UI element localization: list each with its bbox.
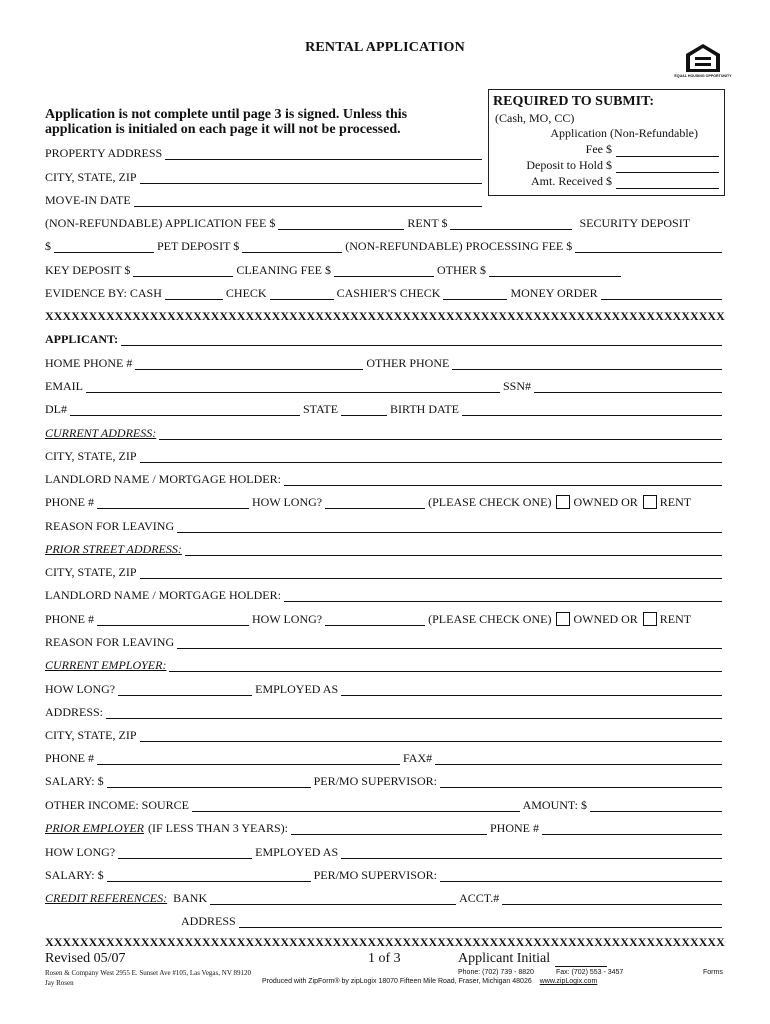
pet-deposit-field[interactable]: [242, 241, 342, 253]
other-income-label: OTHER INCOME: SOURCE: [45, 798, 190, 812]
required-sub: (Cash, MO, CC): [495, 111, 575, 125]
email-row: [45, 378, 725, 394]
credit-address-label: ADDRESS: [181, 914, 236, 928]
footer-fax: Fax: (702) 553 - 3457: [556, 969, 624, 976]
credit-row: [45, 890, 725, 906]
prior-supervisor-field[interactable]: [440, 870, 722, 882]
credit-address-field[interactable]: [239, 916, 722, 928]
bank-field[interactable]: [210, 893, 456, 905]
evidence-money-order-field[interactable]: [601, 288, 722, 300]
other-fee-label: OTHER $: [437, 263, 487, 277]
prior-how-long-field[interactable]: [325, 614, 425, 626]
email-field[interactable]: [86, 381, 500, 393]
employer-phone-label: PHONE #: [45, 751, 95, 765]
agent-name: Jay Rosen: [45, 979, 74, 987]
employed-as-field[interactable]: [341, 684, 722, 696]
prior-landlord-field[interactable]: [284, 590, 722, 602]
company-address: Rosen & Company West 2955 E. Sunset Ave #105, Las Vegas, NV 89120: [45, 969, 251, 977]
prior-employer-field[interactable]: [291, 823, 487, 835]
employer-city-label: CITY, STATE, ZIP: [45, 728, 137, 742]
current-employer-field[interactable]: [169, 660, 722, 672]
employer-address-field[interactable]: [106, 707, 722, 719]
move-in-row: [45, 192, 485, 208]
birth-date-label: BIRTH DATE: [390, 402, 459, 416]
equal-housing-logo: [674, 42, 732, 82]
acct-label: ACCT.#: [459, 891, 500, 905]
employed-as-label: EMPLOYED AS: [255, 682, 339, 696]
current-rent-label: RENT: [659, 495, 692, 509]
key-deposit-label: KEY DEPOSIT $: [45, 263, 131, 277]
applicant-initial-field[interactable]: [555, 955, 607, 967]
prior-address-label: PRIOR STREET ADDRESS:: [45, 542, 182, 556]
security-deposit-field[interactable]: [54, 241, 154, 253]
prior-reason-field[interactable]: [177, 637, 722, 649]
prior-employer-phone-field[interactable]: [542, 823, 722, 835]
required-app-label: Application (Non-Refundable): [550, 126, 698, 140]
salary-row: [45, 773, 725, 789]
applicant-name-field[interactable]: [121, 334, 722, 346]
salary-field[interactable]: [107, 776, 311, 788]
evidence-money-order-label: MONEY ORDER: [510, 286, 598, 300]
current-owned-checkbox[interactable]: [556, 495, 570, 509]
logo-text: EQUAL HOUSING OPPORTUNITY: [674, 74, 732, 78]
current-how-long-field[interactable]: [325, 497, 425, 509]
form-title: RENTAL APPLICATION: [305, 40, 465, 55]
home-phone-label: HOME PHONE #: [45, 356, 133, 370]
email-label: EMAIL: [45, 379, 83, 393]
current-city-row: [45, 448, 725, 464]
credit-references-label: CREDIT REFERENCES:: [45, 891, 168, 905]
home-phone-field[interactable]: [135, 358, 363, 370]
salary-label: SALARY: $: [45, 774, 104, 788]
current-reason-label: REASON FOR LEAVING: [45, 519, 175, 533]
current-reason-row: [45, 518, 725, 534]
current-phone-row: [45, 494, 725, 510]
employer-fax-field[interactable]: [435, 753, 722, 765]
applicant-row: [45, 331, 725, 347]
current-address-row: [45, 425, 725, 441]
prior-phone-row: [45, 611, 725, 627]
current-city-label: CITY, STATE, ZIP: [45, 449, 137, 463]
page-number: 1 of 3: [368, 951, 401, 966]
required-app-line: [550, 126, 698, 141]
prior-address-row: [45, 541, 725, 557]
prior-reason-label: REASON FOR LEAVING: [45, 635, 175, 649]
notice-line-2: application is initialed on each page it will not be processed.: [45, 122, 401, 137]
prior-supervisor-label: PER/MO SUPERVISOR:: [313, 868, 437, 882]
prior-city-field[interactable]: [140, 567, 723, 579]
prior-address-field[interactable]: [185, 544, 722, 556]
prior-city-label: CITY, STATE, ZIP: [45, 565, 137, 579]
current-employer-label: CURRENT EMPLOYER:: [45, 658, 167, 672]
pet-deposit-label: PET DEPOSIT $: [157, 239, 240, 253]
current-employer-row: [45, 657, 725, 673]
evidence-cashier-label: CASHIER'S CHECK: [336, 286, 441, 300]
current-rent-checkbox[interactable]: [643, 495, 657, 509]
processing-fee-label: (NON-REFUNDABLE) PROCESSING FEE $: [345, 239, 573, 253]
employer-address-row: [45, 704, 725, 720]
cleaning-fee-field[interactable]: [334, 265, 434, 277]
applicant-label: APPLICANT:: [45, 332, 119, 346]
prior-check-one-label: (PLEASE CHECK ONE): [428, 612, 552, 626]
employer-how-long-row: [45, 681, 725, 697]
current-check-one-label: (PLEASE CHECK ONE): [428, 495, 552, 509]
applicant-initial-row: [458, 951, 607, 967]
other-income-field[interactable]: [192, 800, 520, 812]
processing-fee-field[interactable]: [575, 241, 722, 253]
fees-row-3: [45, 262, 725, 278]
state-label: STATE: [303, 402, 339, 416]
current-owned-label: OWNED OR: [573, 495, 638, 509]
property-city-label: CITY, STATE, ZIP: [45, 170, 137, 184]
property-address-row: [45, 145, 485, 161]
current-address-field[interactable]: [159, 428, 722, 440]
required-received-field[interactable]: [616, 177, 719, 189]
prior-phone-field[interactable]: [97, 614, 249, 626]
other-phone-field[interactable]: [452, 358, 722, 370]
credit-address-row: [181, 913, 725, 929]
current-phone-label: PHONE #: [45, 495, 95, 509]
ssn-field[interactable]: [534, 381, 722, 393]
app-fee-label: (NON-REFUNDABLE) APPLICATION FEE $: [45, 216, 276, 230]
phone-row: [45, 355, 725, 371]
evidence-cashier-field[interactable]: [443, 288, 507, 300]
app-fee-field[interactable]: [278, 218, 404, 230]
prior-how-long-row: [45, 844, 725, 860]
security-deposit-label: SECURITY DEPOSIT: [579, 216, 691, 230]
footer-forms: Forms: [703, 969, 723, 976]
applicant-initial-label: Applicant Initial: [458, 951, 551, 966]
current-how-long-label: HOW LONG?: [252, 495, 323, 509]
separator-2: XXXXXXXXXXXXXXXXXXXXXXXXXXXXXXXXXXXXXXXXXXXXXXXXXXXXXXXXXXXXXXXXXXXXXXXXXXXXXX: [45, 935, 725, 949]
notice-line-1: Application is not complete until page 3 is signed. Unless this: [45, 107, 408, 122]
property-city-field[interactable]: [140, 172, 483, 184]
prior-employer-phone-label: PHONE #: [490, 821, 540, 835]
prior-rent-label: RENT: [659, 612, 692, 626]
current-phone-field[interactable]: [97, 497, 249, 509]
evidence-check-field[interactable]: [270, 288, 334, 300]
rent-label: RENT $: [407, 216, 448, 230]
required-received-label: Amt. Received $: [531, 174, 612, 188]
employer-address-label: ADDRESS:: [45, 705, 104, 719]
prior-salary-label: SALARY: $: [45, 868, 104, 882]
prior-employer-how-long-field[interactable]: [118, 847, 252, 859]
employer-fax-label: FAX#: [403, 751, 433, 765]
acct-field[interactable]: [502, 893, 722, 905]
separator-1: XXXXXXXXXXXXXXXXXXXXXXXXXXXXXXXXXXXXXXXXXXXXXXXXXXXXXXXXXXXXXXXXXXXXXXXXXXXXXX: [45, 309, 725, 323]
employer-how-long-label: HOW LONG?: [45, 682, 116, 696]
prior-salary-field[interactable]: [107, 870, 311, 882]
birth-date-field[interactable]: [462, 404, 722, 416]
employer-phone-row: [45, 750, 725, 766]
current-landlord-field[interactable]: [284, 474, 722, 486]
footer-phone: Phone: (702) 739 - 8820: [458, 969, 534, 976]
required-fee-row: [586, 142, 719, 157]
evidence-check-label: CHECK: [225, 286, 267, 300]
produced-with-text: Produced with ZipForm® by zipLogix 18070 Fifteen Mile Road, Fraser, Michigan 48026: [262, 978, 532, 985]
produced-with: [262, 978, 597, 985]
equal-housing-icon: [674, 42, 732, 82]
evidence-cash-label: EVIDENCE BY: CASH: [45, 286, 162, 300]
move-in-field[interactable]: [134, 195, 482, 207]
current-address-label: CURRENT ADDRESS:: [45, 426, 157, 440]
employer-city-field[interactable]: [140, 730, 723, 742]
cleaning-fee-label: CLEANING FEE $: [236, 263, 332, 277]
employer-phone-field[interactable]: [97, 753, 400, 765]
property-address-field[interactable]: [165, 148, 482, 160]
required-deposit-label: Deposit to Hold $: [526, 158, 612, 172]
dl-label: DL#: [45, 402, 67, 416]
prior-employer-how-long-label: HOW LONG?: [45, 845, 116, 859]
supervisor-label: PER/MO SUPERVISOR:: [313, 774, 437, 788]
ziplogix-link[interactable]: www.zipLogix.com: [539, 978, 598, 985]
prior-employed-as-label: EMPLOYED AS: [255, 845, 339, 859]
dl-field[interactable]: [70, 404, 300, 416]
property-city-row: [45, 169, 485, 185]
ssn-label: SSN#: [502, 379, 531, 393]
current-landlord-row: [45, 471, 725, 487]
state-field[interactable]: [341, 404, 387, 416]
employer-city-row: [45, 727, 725, 743]
amount-field[interactable]: [590, 800, 722, 812]
supervisor-field[interactable]: [440, 776, 722, 788]
required-to-submit-box: [488, 89, 725, 196]
prior-employer-row: [45, 820, 725, 836]
current-landlord-label: LANDLORD NAME / MORTGAGE HOLDER:: [45, 472, 281, 486]
required-deposit-field[interactable]: [616, 161, 719, 173]
fees-row-1: [45, 215, 725, 231]
evidence-cash-field[interactable]: [165, 288, 223, 300]
current-reason-field[interactable]: [177, 521, 722, 533]
rent-field[interactable]: [450, 218, 572, 230]
move-in-label: MOVE-IN DATE: [45, 193, 131, 207]
required-title: REQUIRED TO SUBMIT:: [493, 94, 655, 109]
fees-row-2: [45, 238, 725, 254]
property-address-label: PROPERTY ADDRESS: [45, 146, 163, 160]
prior-owned-checkbox[interactable]: [556, 612, 570, 626]
prior-owned-label: OWNED OR: [573, 612, 638, 626]
notice: [45, 107, 485, 137]
required-received-row: [531, 174, 719, 189]
prior-phone-label: PHONE #: [45, 612, 95, 626]
prior-landlord-row: [45, 587, 725, 603]
required-deposit-row: [526, 158, 719, 173]
other-fee-field[interactable]: [489, 265, 621, 277]
other-income-row: [45, 797, 725, 813]
bank-label: BANK: [173, 891, 208, 905]
key-deposit-field[interactable]: [133, 265, 233, 277]
required-fee-field[interactable]: [616, 145, 719, 157]
prior-salary-row: [45, 867, 725, 883]
amount-label: AMOUNT: $: [522, 798, 587, 812]
prior-employer-note: (IF LESS THAN 3 YEARS):: [147, 821, 288, 835]
required-fee-label: Fee $: [585, 142, 612, 156]
evidence-row: [45, 285, 725, 301]
other-phone-label: OTHER PHONE: [366, 356, 450, 370]
revised-date: Revised 05/07: [45, 951, 126, 966]
security-dollar-label: $: [45, 239, 51, 253]
prior-reason-row: [45, 634, 725, 650]
prior-city-row: [45, 564, 725, 580]
prior-employer-label: PRIOR EMPLOYER: [45, 821, 144, 835]
prior-rent-checkbox[interactable]: [643, 612, 657, 626]
employer-how-long-field[interactable]: [118, 684, 252, 696]
prior-how-long-label: HOW LONG?: [252, 612, 323, 626]
prior-landlord-label: LANDLORD NAME / MORTGAGE HOLDER:: [45, 588, 281, 602]
dl-row: [45, 401, 725, 417]
current-city-field[interactable]: [140, 451, 723, 463]
prior-employed-as-field[interactable]: [341, 847, 722, 859]
